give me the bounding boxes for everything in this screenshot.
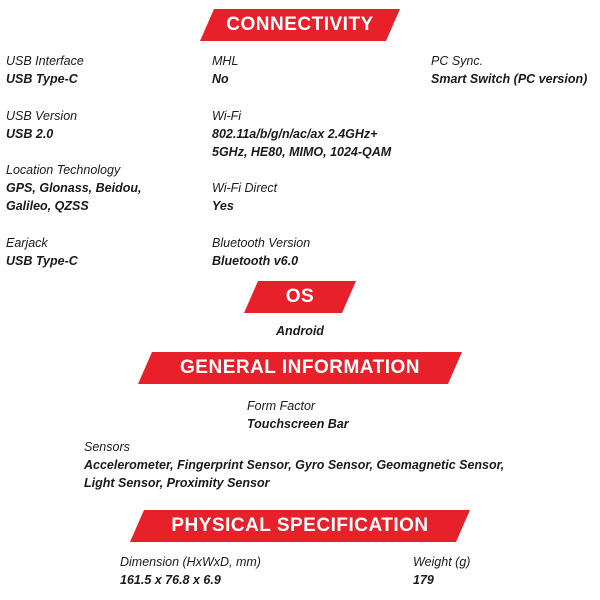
section-title: OS (285, 286, 315, 307)
spec-label: Form Factor (247, 399, 316, 413)
spec-value: USB Type-C (6, 72, 78, 86)
spec-value-line2: Light Sensor, Proximity Sensor (84, 476, 270, 490)
spec-value: Smart Switch (PC version) (431, 72, 588, 86)
section-title: CONNECTIVITY (226, 14, 374, 35)
spec-weight (413, 553, 470, 589)
spec-label: Bluetooth Version (212, 236, 311, 250)
spec-os-value (0, 322, 600, 340)
spec-value-line1: 802.11a/b/g/n/ac/ax 2.4GHz+ (212, 127, 378, 141)
spec-value-line2: Galileo, QZSS (6, 199, 89, 213)
spec-value-line1: GPS, Glonass, Beidou, (6, 181, 142, 195)
spec-earjack (6, 234, 78, 270)
section-title: GENERAL INFORMATION (180, 357, 420, 378)
spec-wifi (212, 107, 391, 161)
section-banner-physical-specification (130, 510, 470, 542)
spec-label: Wi-Fi (212, 109, 242, 123)
spec-usb-version (6, 107, 77, 143)
spec-label: PC Sync. (431, 54, 484, 68)
spec-value-line2: 5GHz, HE80, MIMO, 1024-QAM (212, 145, 392, 159)
spec-form-factor (247, 397, 349, 433)
spec-value: Yes (212, 199, 234, 213)
spec-label: USB Interface (6, 54, 84, 68)
spec-value: 161.5 x 76.8 x 6.9 (120, 573, 221, 587)
spec-value: Bluetooth v6.0 (212, 254, 299, 268)
spec-usb-interface (6, 52, 84, 88)
section-title: PHYSICAL SPECIFICATION (171, 515, 429, 536)
section-banner-connectivity (200, 9, 400, 41)
spec-pc-sync (431, 52, 587, 88)
spec-label: Dimension (HxWxD, mm) (120, 555, 261, 569)
spec-label: Earjack (6, 236, 48, 250)
spec-label: MHL (212, 54, 239, 68)
spec-value: Android (276, 324, 324, 338)
spec-wifi-direct (212, 179, 277, 215)
spec-bluetooth-version (212, 234, 310, 270)
spec-location-technology (6, 161, 141, 215)
spec-label: Location Technology (6, 163, 121, 177)
spec-value: Touchscreen Bar (247, 417, 349, 431)
spec-label: Sensors (84, 440, 130, 454)
spec-value: 179 (413, 573, 434, 587)
spec-mhl (212, 52, 238, 88)
spec-dimension (120, 553, 261, 589)
spec-value: USB Type-C (6, 254, 78, 268)
spec-value: USB 2.0 (6, 127, 54, 141)
spec-label: USB Version (6, 109, 78, 123)
spec-sensors (84, 438, 504, 492)
spec-value-line1: Accelerometer, Fingerprint Sensor, Gyro Sensor, Geomagnetic Sensor, (84, 458, 505, 472)
spec-label: Weight (g) (413, 555, 471, 569)
section-banner-os (244, 281, 356, 313)
spec-value: No (212, 72, 229, 86)
spec-label: Wi-Fi Direct (212, 181, 278, 195)
section-banner-general-information (138, 352, 462, 384)
